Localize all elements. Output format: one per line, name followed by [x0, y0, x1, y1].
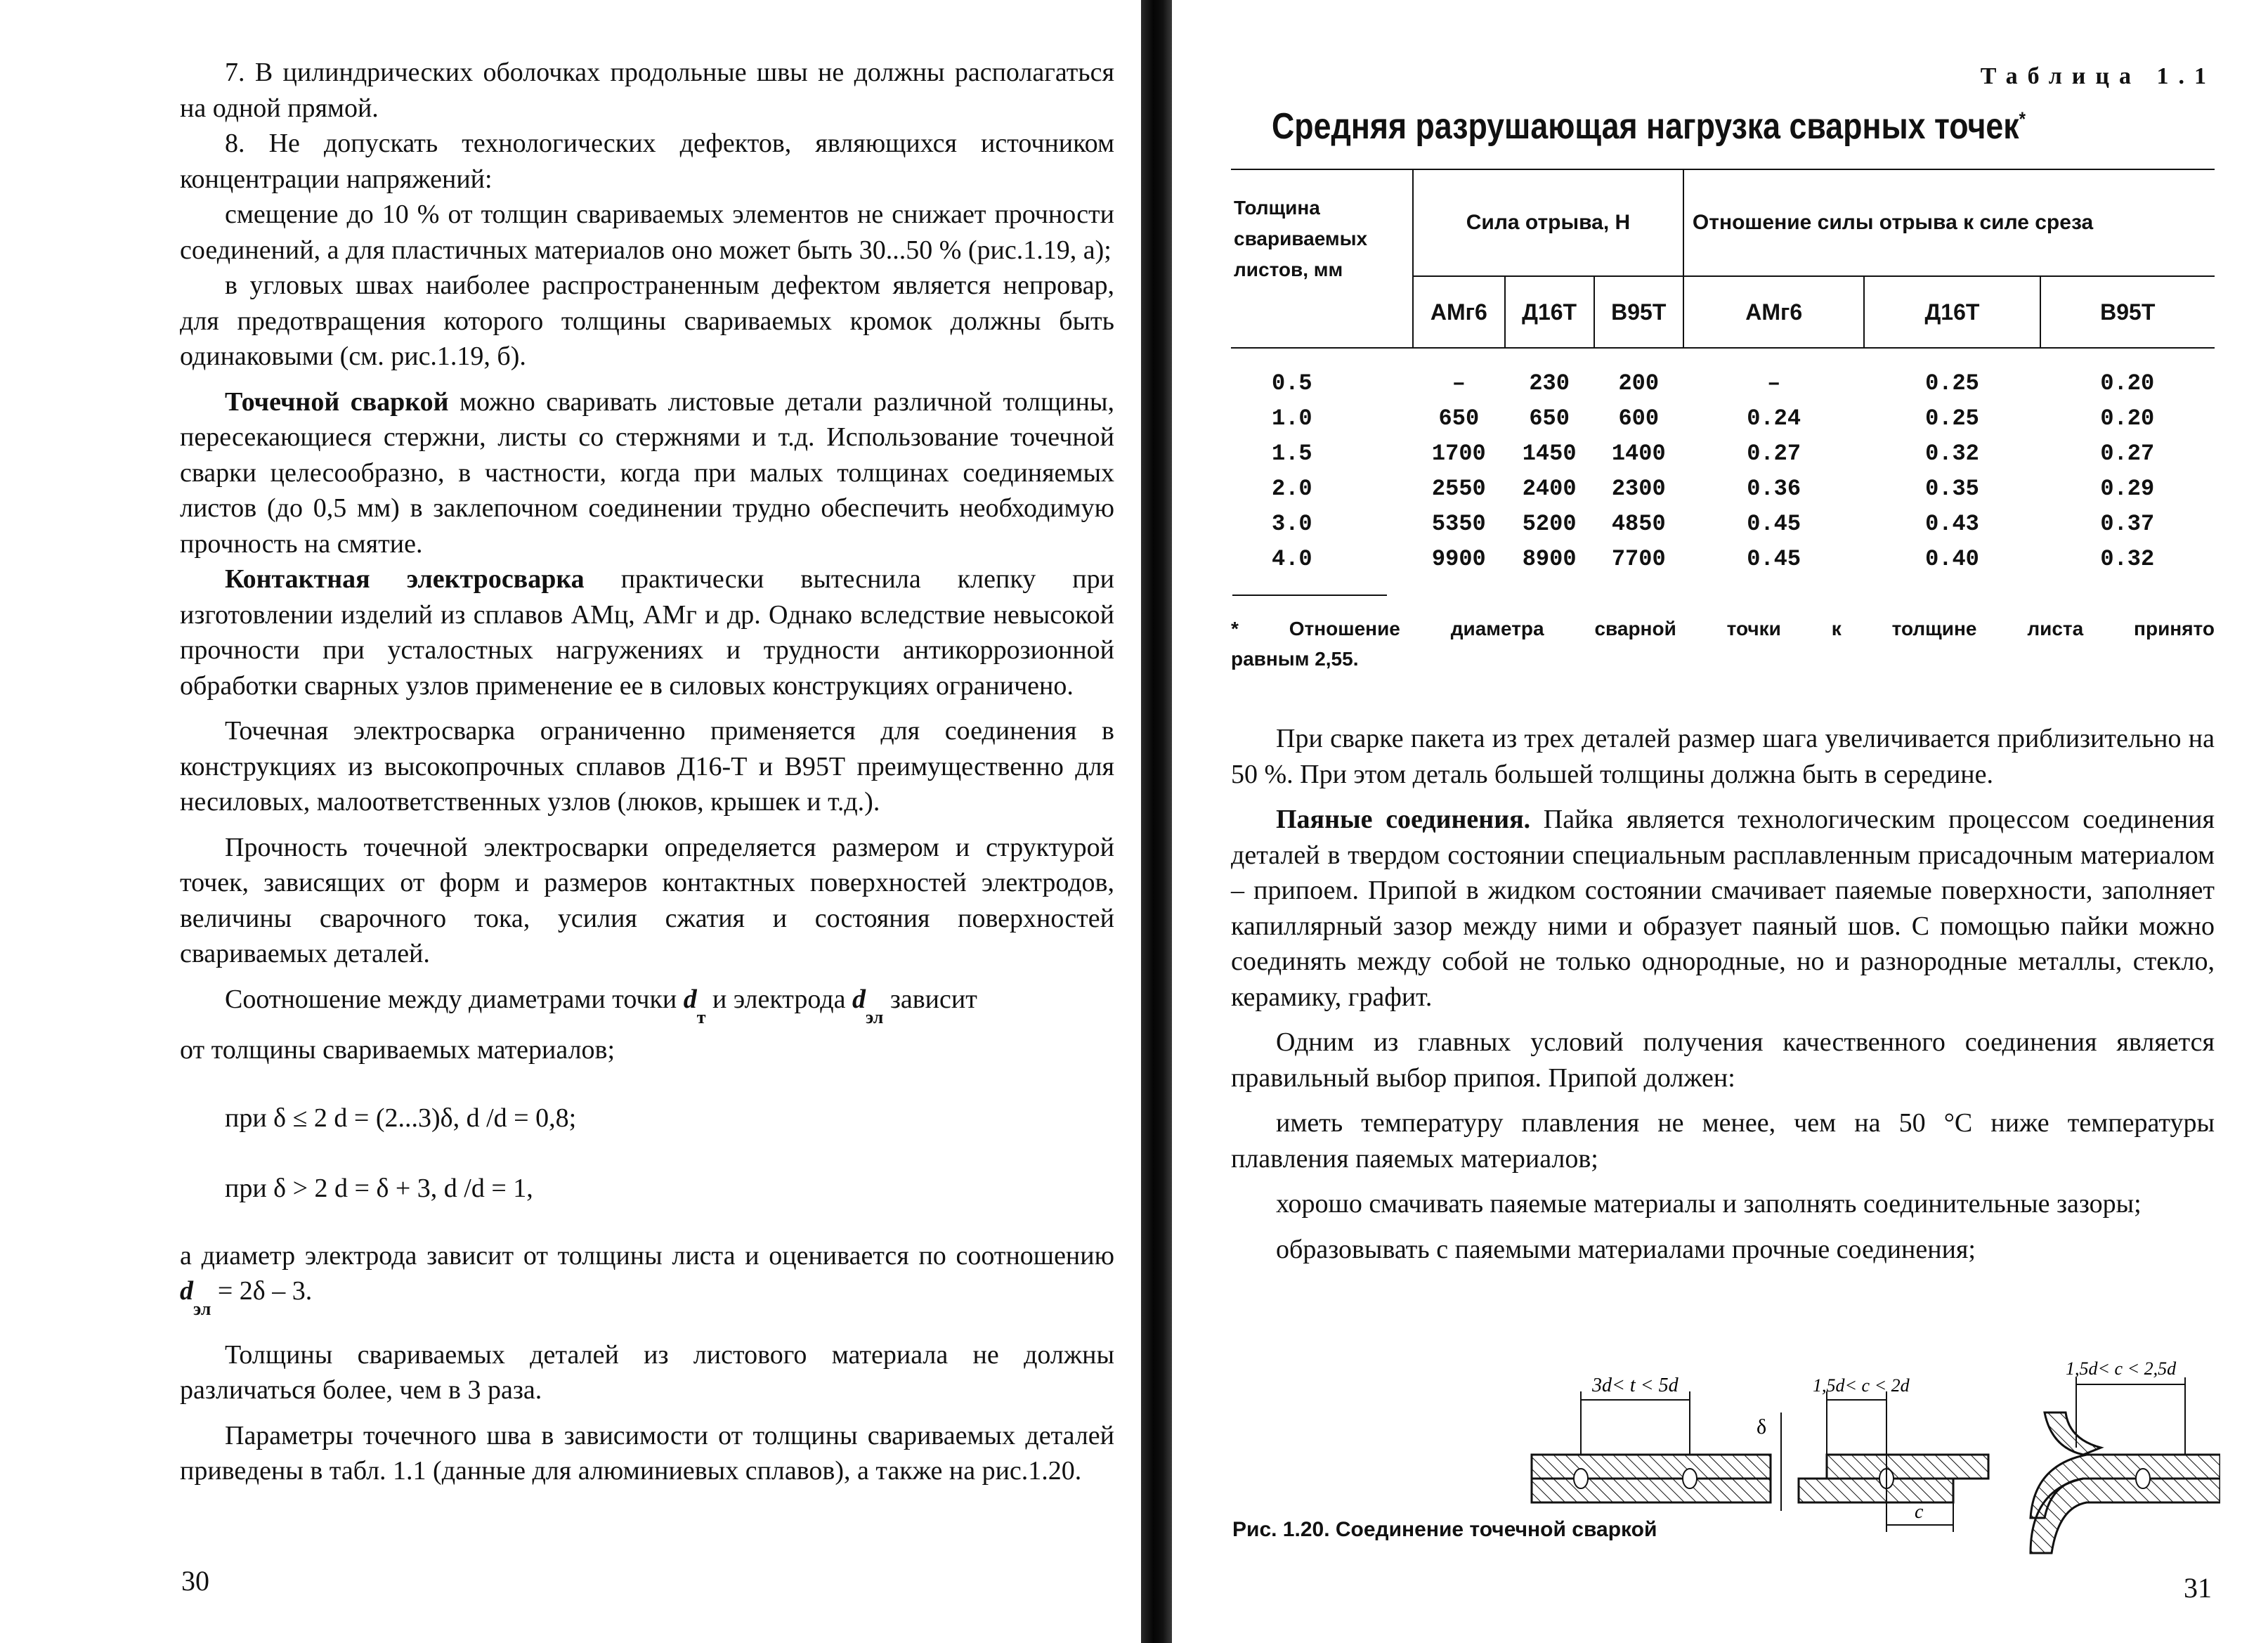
data-table	[1231, 169, 2215, 576]
table-row: 2.0 2550 2400 2300 0.36 0.35 0.29	[1272, 475, 2155, 502]
paragraph: в угловых швах наиболее распространенным дефектом является непровар, для предотвращения которого толщины свариваемых кромок должны быть одинаковыми (см. рис.1.19, б).	[180, 271, 1114, 371]
joint-flanged	[2031, 1358, 2220, 1553]
fig-label-delta: δ	[1757, 1415, 1767, 1439]
col-header: АМг6	[1413, 276, 1505, 348]
term-spot-welding: Точечной сваркой	[225, 387, 449, 417]
table-row: 3.0 5350 5200 4850 0.45 0.43 0.37	[1272, 510, 2155, 537]
fig-label-c2: 1,5d< c < 2,5d	[2066, 1358, 2177, 1379]
col-header: Д16Т	[1505, 276, 1594, 348]
paragraph: 8. Не допускать технологических дефектов, являющихся источником концентрации напряжений:	[180, 129, 1114, 194]
table-row: 0.5 – 230 200 – 0.25 0.20	[1272, 370, 2155, 396]
paragraph: Одним из главных условий получения качественного соединения является правильный выбор припоя. Припой должен:	[1231, 1027, 2215, 1093]
col-header: В95Т	[2040, 276, 2215, 348]
left-page	[0, 0, 1124, 1643]
page-number: 31	[2184, 1572, 2212, 1604]
paragraph: смещение до 10 % от толщин свариваемых элементов не снижает прочности соединений, а для пластичных материалов оно может быть 30...50 % (рис.1.19, а);	[180, 200, 1114, 265]
table-label: Таблица 1.1	[1980, 63, 2216, 89]
left-body-text	[180, 55, 1114, 1489]
paragraph: Паяные соединения. Пайка является технологическим процессом соединения деталей в твердом состоянии специальным расплавленным присадочным материалом – припоем. Припой в жидком состоянии смачивает паяемые поверхности, заполняет капиллярный зазор между ними и образует паяный шов. С помощью пайки можно соединять между собой не только однородные, но и разнородные металлы, стекло, керамику, графит.	[1231, 805, 2215, 1012]
formula-2: при δ > 2 d = δ + 3, d /d = 1,	[225, 1173, 533, 1203]
paragraph: Точечной сваркой можно сваривать листовые детали различной толщины, пересекающиеся стержни, листы со стержнями и т.д. Использование точечной сварки целесообразно, в частности, когда при малых толщинах соединяемых листов (до 0,5 мм) в заклепочном соединении трудно обеспечить необходимую прочность на смятие.	[180, 387, 1114, 559]
table-row: 1.5 1700 1450 1400 0.27 0.32 0.27	[1272, 440, 2155, 467]
paragraph: хорошо смачивать паяемые материалы и заполнять соединительные зазоры;	[1276, 1189, 2142, 1219]
table-body	[1231, 348, 2215, 576]
col-header: Д16Т	[1864, 276, 2040, 348]
book-gutter	[1141, 0, 1172, 1643]
col-header: АМг6	[1683, 276, 1865, 348]
joint-lap-three-sheets	[1532, 1375, 1781, 1511]
right-page	[1180, 0, 2268, 1643]
formula-1: при δ ≤ 2 d = (2...3)δ, d /d = 0,8;	[225, 1103, 577, 1133]
col-group-force: Сила отрыва, Н	[1413, 169, 1683, 276]
term-brazed-joints: Паяные соединения.	[1276, 805, 1531, 834]
paragraph: Контактная электросварка практически вытеснила клепку при изготовлении изделий из сплавов АМц, АМг и др. Однако вследствие невысокой прочности при усталостных нагружениях и трудности антикоррозионной обработки сварных узлов применение ее в силовых конструкциях ограничено.	[180, 564, 1114, 701]
paragraph: Толщины свариваемых деталей из листового материала не должны различаться более, чем в 3 раза.	[180, 1339, 1114, 1405]
table-title: Средняя разрушающая нагрузка сварных точек*	[1272, 106, 2026, 147]
fig-label-t: 3d< t < 5d	[1592, 1375, 1679, 1396]
paragraph: иметь температуру плавления не менее, чем на 50 °С ниже температуры плавления паяемых материалов;	[1231, 1108, 2215, 1174]
joint-lap-offset	[1799, 1375, 1988, 1532]
right-body-text	[1231, 721, 2215, 1267]
table-footnote-cont: равным 2,55.	[1231, 648, 1359, 670]
paragraph: от толщины свариваемых материалов;	[180, 1035, 615, 1065]
table-footnote: * Отношение диаметра сварной точки к толщине листа принято	[1231, 618, 2215, 639]
footnote-rule	[1232, 595, 1387, 596]
paragraph: 7. В цилиндрических оболочках продольные швы не должны располагаться на одной прямой.	[180, 58, 1114, 123]
paragraph: образовывать с паяемыми материалами прочные соединения;	[1276, 1234, 1976, 1264]
table-row: 1.0 650 650 600 0.24 0.25 0.20	[1272, 405, 2155, 431]
col-header-thickness: Толщина свариваемых листов, мм	[1231, 169, 1413, 348]
term-contact-welding: Контактная электросварка	[225, 564, 585, 594]
table-row: 4.0 9900 8900 7700 0.45 0.40 0.32	[1272, 545, 2155, 572]
fig-label-c: c	[1915, 1501, 1924, 1523]
paragraph: а диаметр электрода зависит от толщины листа и оценивается по соотношению $d_{эл} = 2\delta - 3$.	[180, 1240, 1114, 1319]
page-number: 30	[181, 1565, 209, 1597]
figure-caption: Рис. 1.20. Соединение точечной сваркой	[1232, 1518, 1657, 1541]
paragraph: Соотношение между диаметрами точки $d_т$ и электрода $d_{эл}$ зависит	[225, 984, 977, 1027]
fig-label-c1: 1,5d< c < 2d	[1813, 1375, 1910, 1396]
paragraph: Параметры точечного шва в зависимости от толщины свариваемых деталей приведены в табл. 1.1 (данные для алюминиевых сплавов), а также на рис.1.20.	[180, 1420, 1114, 1486]
paragraph: Прочность точечной электросварки определяется размером и структурой точек, зависящих от форм и размеров контактных поверхностей электродов, величины сварочного тока, усилия сжатия и состояния поверхностей свариваемых деталей.	[180, 832, 1114, 968]
paragraph: При сварке пакета из трех деталей размер шага увеличивается приблизительно на 50 %. При этом деталь большей толщины должна быть в середине.	[1231, 724, 2215, 789]
col-header: В95Т	[1594, 276, 1683, 348]
col-group-ratio: Отношение силы отрыва к силе среза	[1683, 169, 2215, 276]
paragraph: Точечная электросварка ограниченно применяется для соединения в конструкциях из высокопрочных сплавов Д16-Т и В95Т преимущественно для несиловых, малоответственных узлов (люков, крышек и т.д.).	[180, 716, 1114, 817]
